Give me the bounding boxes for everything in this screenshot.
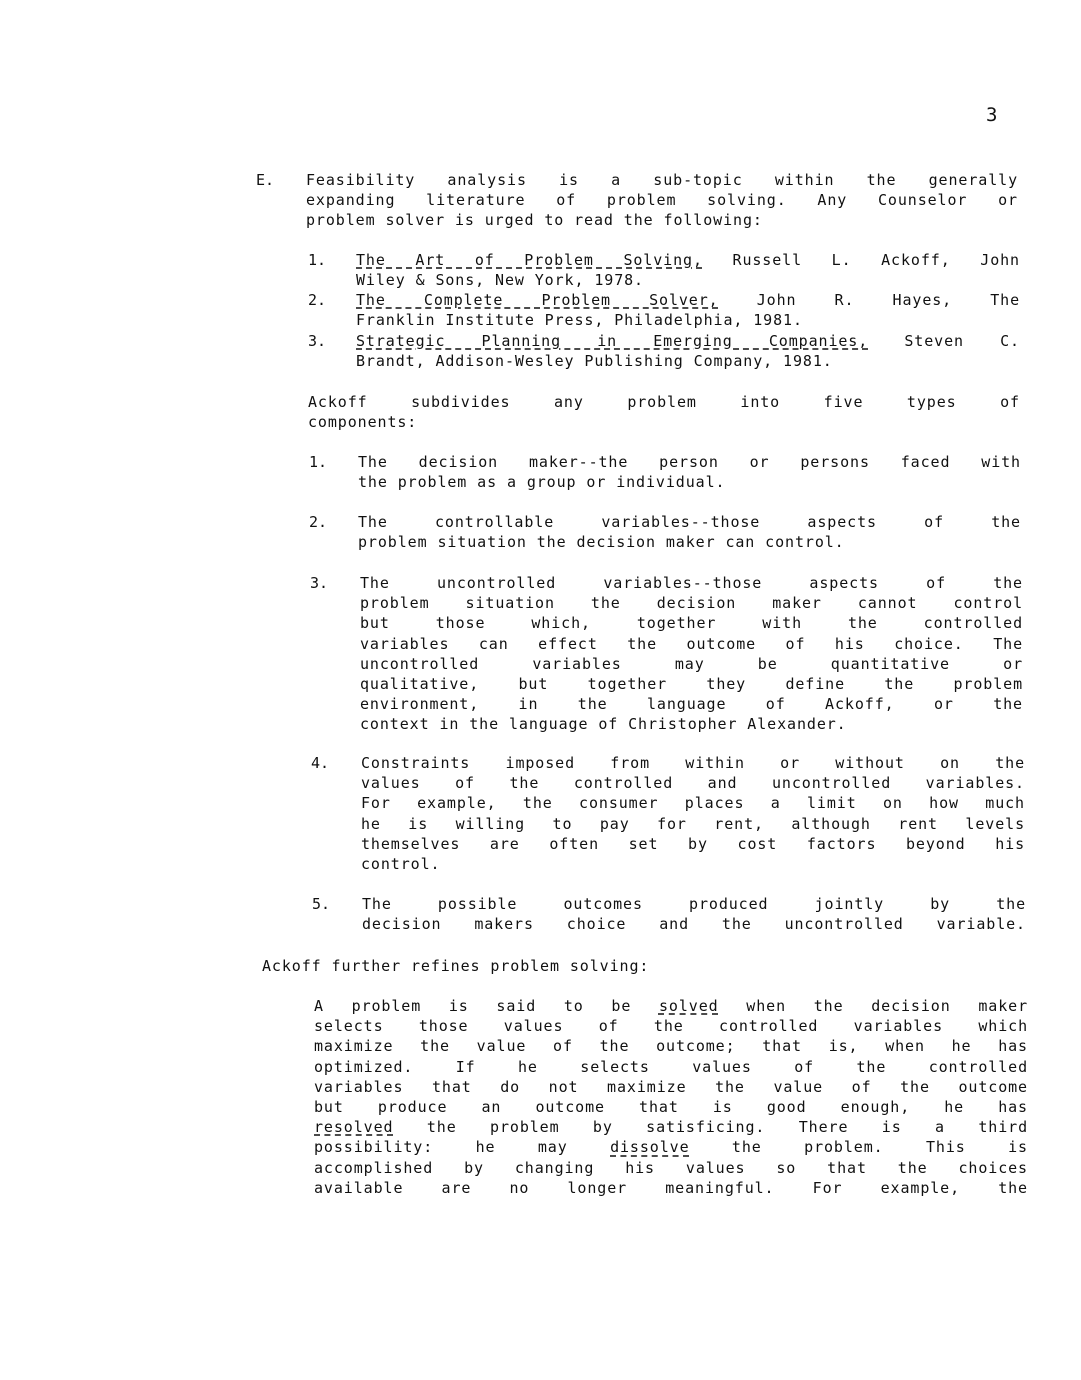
text-line	[314, 1137, 1028, 1157]
component-item	[362, 894, 1026, 934]
text-line: components:	[308, 413, 418, 432]
text-line: variables can effect the outcome of his choice. The	[360, 634, 1023, 653]
text-line: The uncontrolled variables--those aspects of the	[360, 574, 1023, 592]
reference-line	[356, 331, 1020, 351]
text-span: possibility: he may	[314, 1138, 611, 1157]
text-line: maximize the value of the outcome; that is, when he has	[314, 1037, 1028, 1056]
text-line	[314, 1117, 1028, 1137]
final-paragraph	[314, 996, 1028, 1198]
reference-item	[356, 290, 1020, 330]
emphasis-solved: solved	[658, 997, 719, 1015]
component-item	[361, 753, 1025, 874]
component-item	[360, 573, 1023, 735]
text-line: but produce an outcome that is good enough, he has	[314, 1097, 1028, 1116]
reference-number: 2.	[308, 291, 327, 309]
text-line: qualitative, but together they define the problem	[360, 674, 1023, 693]
reference-title: The Art of Problem Solving,	[356, 251, 703, 269]
refines-heading-block	[262, 956, 862, 976]
text-line: accomplished by changing his values so that the choices	[314, 1158, 1028, 1177]
emphasis-resolved: resolved	[314, 1118, 394, 1137]
component-number: 2.	[309, 513, 328, 531]
text-line: selects those values of the controlled variables which	[314, 1017, 1028, 1036]
page-number: 3	[986, 104, 998, 126]
text-line: Constraints imposed from within or without on the	[361, 754, 1025, 772]
reference-line	[356, 250, 1020, 270]
text-line: control.	[361, 854, 441, 873]
ackoff-intro-paragraph	[308, 392, 1020, 432]
emphasis-dissolve: dissolve	[610, 1138, 690, 1157]
component-number: 5.	[312, 895, 331, 913]
text-line: Ackoff subdivides any problem into five types of	[308, 393, 1020, 411]
text-line: decision makers choice and the uncontrolled variable.	[362, 915, 1026, 934]
component-item	[358, 512, 1021, 552]
component-item	[358, 452, 1021, 492]
text-line: the problem as a group or individual.	[358, 473, 726, 492]
text-line: environment, in the language of Ackoff, or the	[360, 695, 1023, 714]
reference-text: John R. Hayes, The	[718, 291, 1020, 309]
section-e-paragraph	[306, 170, 1018, 231]
reference-number: 1.	[308, 251, 327, 269]
reference-title: The Complete Problem Solver,	[356, 291, 719, 309]
reference-item	[356, 250, 1020, 290]
text-line	[314, 996, 1028, 1016]
text-span: when the decision maker	[718, 997, 1028, 1015]
text-line: problem situation the decision maker cannot control	[360, 594, 1023, 613]
reference-line: Wiley & Sons, New York, 1978.	[356, 271, 644, 290]
component-number: 3.	[310, 574, 329, 592]
text-line: available are no longer meaningful. For example, the	[314, 1178, 1028, 1197]
text-line: The decision maker--the person or persons faced with	[358, 453, 1021, 471]
component-number: 4.	[311, 754, 330, 772]
reference-line: Franklin Institute Press, Philadelphia, 1981.	[356, 311, 803, 330]
text-line: problem solver is urged to read the following:	[306, 211, 763, 230]
text-span: the problem by satisficing. There is a third	[393, 1118, 1028, 1137]
reference-item	[356, 331, 1020, 371]
text-span: A problem is said to be	[314, 997, 659, 1015]
reference-text: Russell L. Ackoff, John	[702, 251, 1020, 269]
text-line: The possible outcomes produced jointly by the	[362, 895, 1026, 913]
text-line: themselves are often set by cost factors beyond his	[361, 834, 1025, 853]
reference-text: Steven C.	[868, 332, 1020, 350]
text-line: variables that do not maximize the value of the outcome	[314, 1077, 1028, 1096]
text-line: problem situation the decision maker can control.	[358, 533, 845, 552]
text-line: For example, the consumer places a limit on how much	[361, 794, 1025, 813]
text-line: values of the controlled and uncontrolled variables.	[361, 774, 1025, 793]
component-number: 1.	[309, 453, 328, 471]
text-line: context in the language of Christopher Alexander.	[360, 715, 847, 734]
text-line: but those which, together with the controlled	[360, 614, 1023, 633]
text-line: uncontrolled variables may be quantitative or	[360, 654, 1023, 673]
text-line: The controllable variables--those aspects of the	[358, 513, 1021, 531]
text-line: expanding literature of problem solving. Any Counselor or	[306, 191, 1018, 210]
section-label: E.	[256, 171, 275, 189]
reference-title: Strategic Planning in Emerging Companies,	[356, 332, 869, 350]
text-line: optimized. If he selects values of the controlled	[314, 1057, 1028, 1076]
text-span: the problem. This is	[689, 1138, 1028, 1157]
refines-heading: Ackoff further refines problem solving:	[262, 957, 650, 975]
reference-number: 3.	[308, 332, 327, 350]
text-line: Feasibility analysis is a sub-topic within the generally	[306, 171, 1018, 189]
text-line: he is willing to pay for rent, although rent levels	[361, 814, 1025, 833]
reference-line	[356, 290, 1020, 310]
reference-line: Brandt, Addison-Wesley Publishing Company, 1981.	[356, 352, 833, 371]
